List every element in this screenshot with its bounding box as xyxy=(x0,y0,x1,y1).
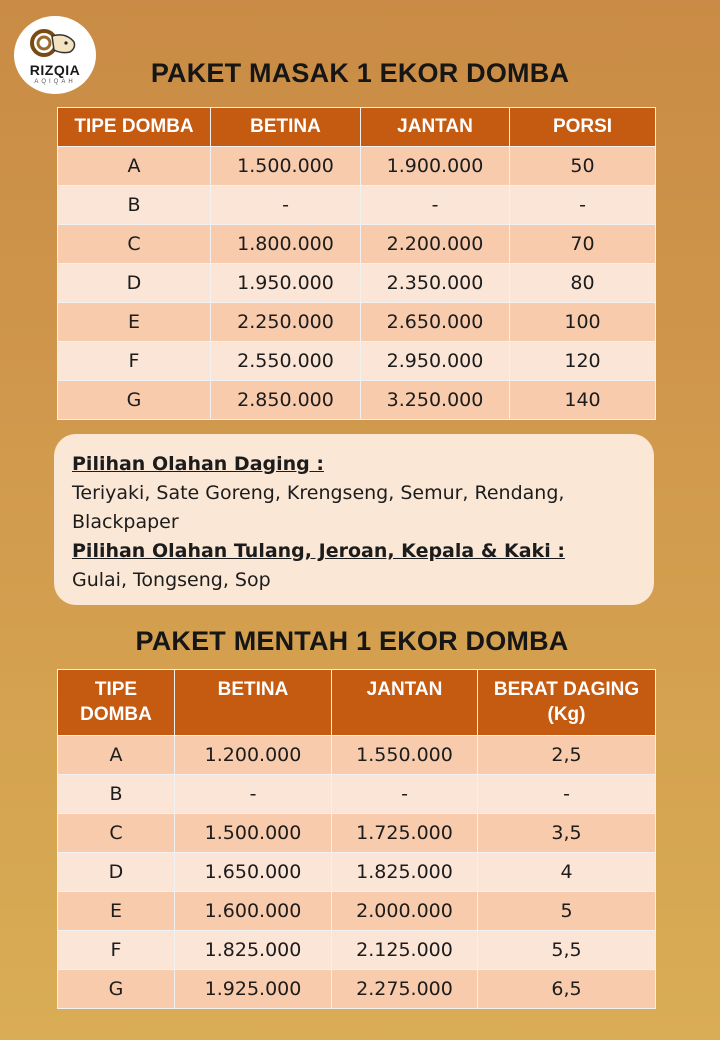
cell-tipe: B xyxy=(58,186,211,225)
cell-tipe: F xyxy=(58,342,211,381)
table-row xyxy=(58,814,656,853)
table-row xyxy=(58,264,656,303)
cell-betina: 1.500.000 xyxy=(211,147,361,186)
cell-betina: 1.500.000 xyxy=(175,814,332,853)
cell-jantan: 2.200.000 xyxy=(361,225,510,264)
cell-betina: 1.950.000 xyxy=(211,264,361,303)
cell-tipe: B xyxy=(58,775,175,814)
cell-jantan: 2.350.000 xyxy=(361,264,510,303)
cell-betina: - xyxy=(211,186,361,225)
cell-betina: 1.200.000 xyxy=(175,736,332,775)
table-row xyxy=(58,775,656,814)
cell-jantan: 2.950.000 xyxy=(361,342,510,381)
cell-porsi: 140 xyxy=(510,381,656,420)
olahan-daging-text: Teriyaki, Sate Goreng, Krengseng, Semur, Rendang, Blackpaper xyxy=(72,482,565,533)
cell-jantan: 2.125.000 xyxy=(332,931,478,970)
cell-betina: 1.925.000 xyxy=(175,970,332,1009)
cell-porsi: 100 xyxy=(510,303,656,342)
cell-jantan: 1.550.000 xyxy=(332,736,478,775)
cell-tipe: G xyxy=(58,970,175,1009)
cell-betina: 1.800.000 xyxy=(211,225,361,264)
cell-tipe: C xyxy=(58,814,175,853)
header-tipe-domba: TIPE DOMBA xyxy=(58,108,211,147)
cell-tipe: D xyxy=(58,264,211,303)
cell-tipe: F xyxy=(58,931,175,970)
cell-porsi: 80 xyxy=(510,264,656,303)
header-jantan: JANTAN xyxy=(332,670,478,736)
olahan-daging-heading: Pilihan Olahan Daging : xyxy=(72,453,324,475)
paket-mentah-title: PAKET MENTAH 1 EKOR DOMBA xyxy=(135,626,569,656)
table-row xyxy=(58,970,656,1009)
cell-betina: 1.600.000 xyxy=(175,892,332,931)
cell-berat: 5,5 xyxy=(478,931,656,970)
table-row xyxy=(58,147,656,186)
cell-tipe: A xyxy=(58,147,211,186)
paket-masak-table xyxy=(57,107,656,420)
cell-jantan: 1.900.000 xyxy=(361,147,510,186)
header-jantan: JANTAN xyxy=(361,108,510,147)
cell-betina: 2.550.000 xyxy=(211,342,361,381)
cell-betina: 2.250.000 xyxy=(211,303,361,342)
cell-berat: 2,5 xyxy=(478,736,656,775)
cell-berat: 5 xyxy=(478,892,656,931)
cell-tipe: G xyxy=(58,381,211,420)
cell-porsi: - xyxy=(510,186,656,225)
header-berat-daging: BERAT DAGING (Kg) xyxy=(478,670,656,736)
header-porsi: PORSI xyxy=(510,108,656,147)
cell-jantan: 2.650.000 xyxy=(361,303,510,342)
cell-tipe: E xyxy=(58,303,211,342)
table-row xyxy=(58,853,656,892)
header-tipe-domba: TIPE DOMBA xyxy=(58,670,175,736)
table-row xyxy=(58,186,656,225)
header-betina: BETINA xyxy=(211,108,361,147)
cell-tipe: A xyxy=(58,736,175,775)
cell-berat: 3,5 xyxy=(478,814,656,853)
table-row xyxy=(58,931,656,970)
cell-porsi: 120 xyxy=(510,342,656,381)
cell-berat: 4 xyxy=(478,853,656,892)
cell-porsi: 70 xyxy=(510,225,656,264)
cell-jantan: - xyxy=(361,186,510,225)
cell-jantan: 2.000.000 xyxy=(332,892,478,931)
cell-berat: 6,5 xyxy=(478,970,656,1009)
olahan-tulang-text: Gulai, Tongseng, Sop xyxy=(72,569,271,591)
cell-jantan: 1.725.000 xyxy=(332,814,478,853)
cell-tipe: E xyxy=(58,892,175,931)
cell-tipe: C xyxy=(58,225,211,264)
cell-jantan: - xyxy=(332,775,478,814)
cell-betina: 2.850.000 xyxy=(211,381,361,420)
table-row xyxy=(58,892,656,931)
cell-porsi: 50 xyxy=(510,147,656,186)
cell-jantan: 3.250.000 xyxy=(361,381,510,420)
olahan-tulang-heading: Pilihan Olahan Tulang, Jeroan, Kepala & Kaki : xyxy=(72,540,565,562)
table-row xyxy=(58,303,656,342)
cell-betina: 1.825.000 xyxy=(175,931,332,970)
table-row xyxy=(58,342,656,381)
cell-jantan: 2.275.000 xyxy=(332,970,478,1009)
table-header-row xyxy=(58,108,656,147)
paket-masak-title: PAKET MASAK 1 EKOR DOMBA xyxy=(150,58,570,88)
paket-mentah-table xyxy=(57,669,656,1009)
table-header-row xyxy=(58,670,656,736)
table-row xyxy=(58,736,656,775)
table-row xyxy=(58,225,656,264)
cell-tipe: D xyxy=(58,853,175,892)
olahan-info-box xyxy=(54,434,654,605)
cell-jantan: 1.825.000 xyxy=(332,853,478,892)
brand-name: RIZQIA xyxy=(29,62,81,78)
cell-betina: - xyxy=(175,775,332,814)
brand-subtitle: AQIQAH xyxy=(34,79,76,85)
table-row xyxy=(58,381,656,420)
header-betina: BETINA xyxy=(175,670,332,736)
cell-berat: - xyxy=(478,775,656,814)
cell-betina: 1.650.000 xyxy=(175,853,332,892)
